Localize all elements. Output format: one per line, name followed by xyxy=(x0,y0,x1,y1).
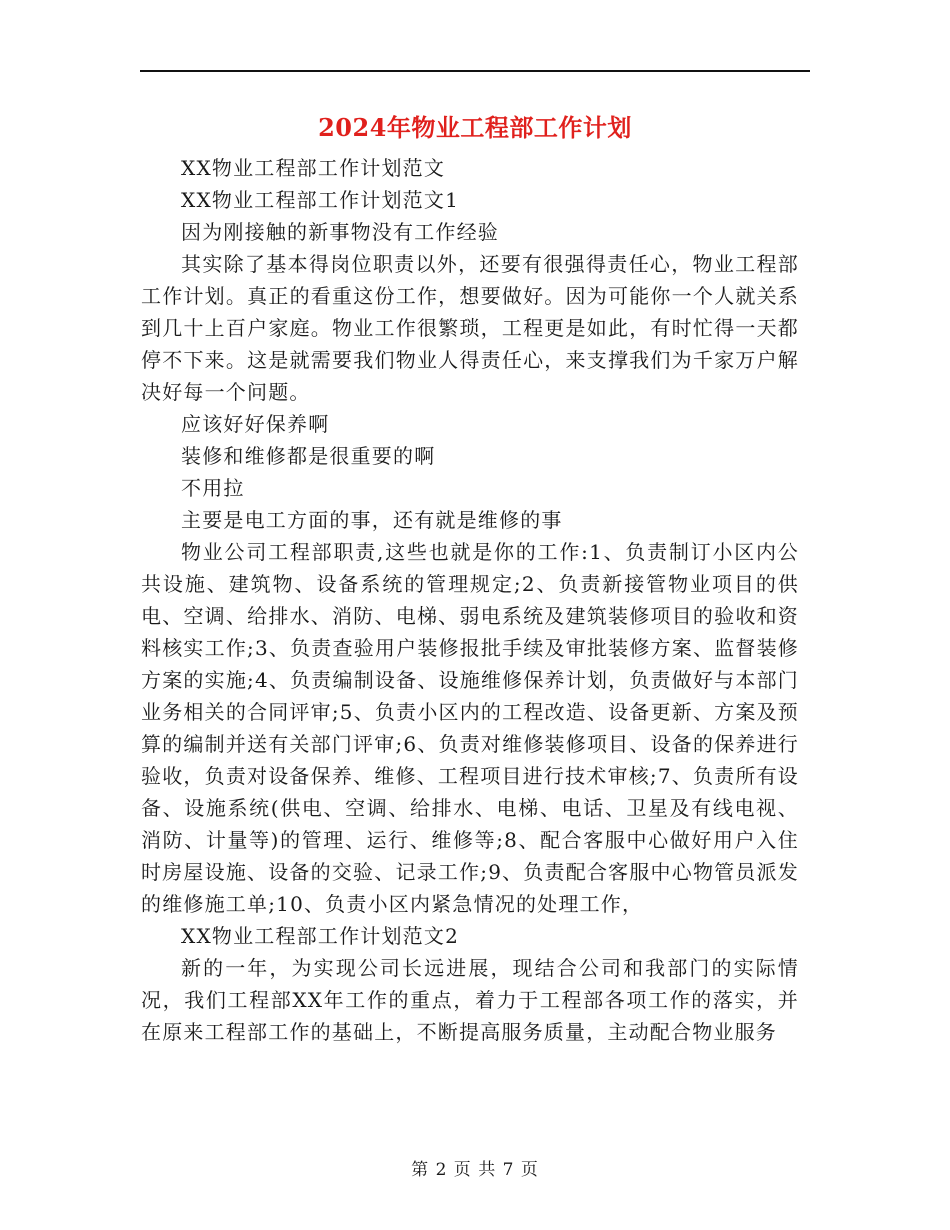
page-label-mid: 页 共 xyxy=(453,1160,497,1180)
paragraph: XX物业工程部工作计划范文2 xyxy=(181,924,460,948)
header-rule xyxy=(140,70,810,72)
page-footer xyxy=(0,1155,950,1180)
document-body xyxy=(141,152,799,1048)
paragraph: 装修和维修都是很重要的啊 xyxy=(181,444,436,468)
paragraph: XX物业工程部工作计划范文 xyxy=(181,156,446,180)
page-number: 2 xyxy=(435,1160,448,1180)
paragraph: 因为刚接触的新事物没有工作经验 xyxy=(181,220,499,244)
page-label-prefix: 第 xyxy=(411,1160,430,1180)
paragraph: 新的一年，为实现公司长远进展，现结合公司和我部门的实际情况，我们工程部XX年工作的重点，着力于工程部各项工作的落实，并在原来工程部工作的基础上，不断提高服务质量，主动配合物业服务 xyxy=(141,956,799,1044)
paragraph: 物业公司工程部职责,这些也就是你的工作:1、负责制订小区内公共设施、建筑物、设备系统的管理规定;2、负责新接管物业项目的供电、空调、给排水、消防、电梯、弱电系统及建筑装修项目的验收和资料核实工作;3、负责查验用户装修报批手续及审批装修方案、监督装修方案的实施;4、负责编制设备、设施维修保养计划，负责做好与本部门业务相关的合同评审;5、负责小区内的工程改造、设备更新、方案及预算的编制并送有关部门评审;6、负责对维修装修项目、设备的保养进行验收，负责对设备保养、维修、工程项目进行技术审核;7、负责所有设备、设施系统(供电、空调、给排水、电梯、电话、卫星及有线电视、消防、计量等)的管理、运行、维修等;8、配合客服中心做好用户入住时房屋设施、设备的交验、记录工作;9、负责配合客服中心物管员派发的维修施工单;10、负责小区内紧急情况的处理工作， xyxy=(141,540,799,916)
paragraph: 主要是电工方面的事，还有就是维修的事 xyxy=(181,508,563,532)
paragraph: 应该好好保养啊 xyxy=(181,412,330,436)
paragraph: 其实除了基本得岗位职责以外，还要有很强得责任心，物业工程部工作计划。真正的看重这份工作，想要做好。因为可能你一个人就关系到几十上百户家庭。物业工作很繁琐，工程更是如此，有时忙得一天都停不下来。这是就需要我们物业人得责任心，来支撑我们为千家万户解决好每一个问题。 xyxy=(141,252,799,404)
paragraph: XX物业工程部工作计划范文1 xyxy=(181,188,460,212)
page-total: 7 xyxy=(502,1160,515,1180)
paragraph: 不用拉 xyxy=(181,476,245,500)
page-label-suffix: 页 xyxy=(520,1160,539,1180)
document-title: 2024年物业工程部工作计划 xyxy=(318,113,632,142)
